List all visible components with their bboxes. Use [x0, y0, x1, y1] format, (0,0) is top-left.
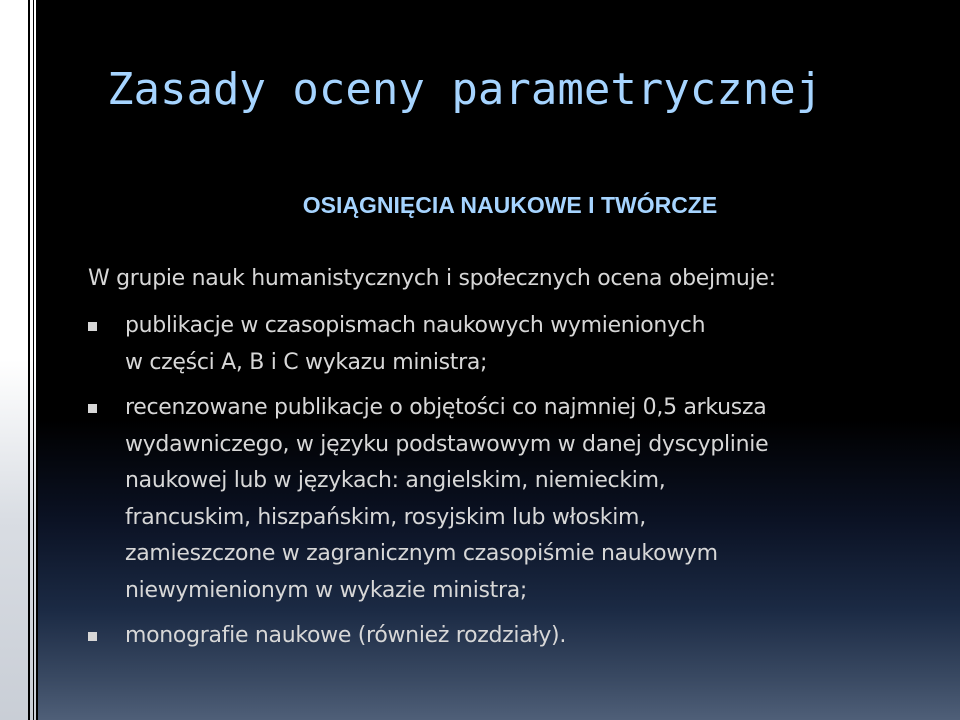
square-bullet-icon [88, 322, 97, 331]
bullet-line: wydawniczego, w języku podstawowym w danej dyscyplinie [125, 431, 769, 457]
intro-text: W grupie nauk humanistycznych i społecznych ocena obejmuje: [88, 266, 776, 291]
bullet-item [85, 308, 935, 381]
left-bar-stripe [28, 0, 30, 720]
bullet-line: niewymienionym w wykazie ministra; [125, 577, 528, 603]
bullet-line: recenzowane publikacje o objętości co najmniej 0,5 arkusza [125, 395, 767, 420]
bullet-line: zamieszczone w zagranicznym czasopiśmie naukowym [125, 541, 718, 566]
bullet-line: francuskim, hiszpańskim, rosyjskim lub włoskim, [125, 504, 646, 530]
left-bar-stripe [36, 0, 38, 720]
bullet-line: publikacje w czasopismach naukowych wymienionych [125, 313, 706, 338]
slide-title: Zasady oceny parametrycznej [107, 64, 823, 115]
bullet-item [85, 390, 935, 609]
bullet-line: monografie naukowe (również rozdziały). [125, 623, 567, 648]
bullet-item [85, 618, 935, 655]
square-bullet-icon [88, 404, 97, 413]
bullet-line: naukowej lub w językach: angielskim, niemieckim, [125, 468, 666, 493]
left-bar-stripe [33, 0, 34, 720]
bullet-line: w części A, B i C wykazu ministra; [125, 349, 488, 375]
square-bullet-icon [88, 632, 97, 641]
bullet-list [85, 308, 935, 664]
slide-subtitle: OSIĄGNIĘCIA NAUKOWE I TWÓRCZE [302, 192, 718, 218]
